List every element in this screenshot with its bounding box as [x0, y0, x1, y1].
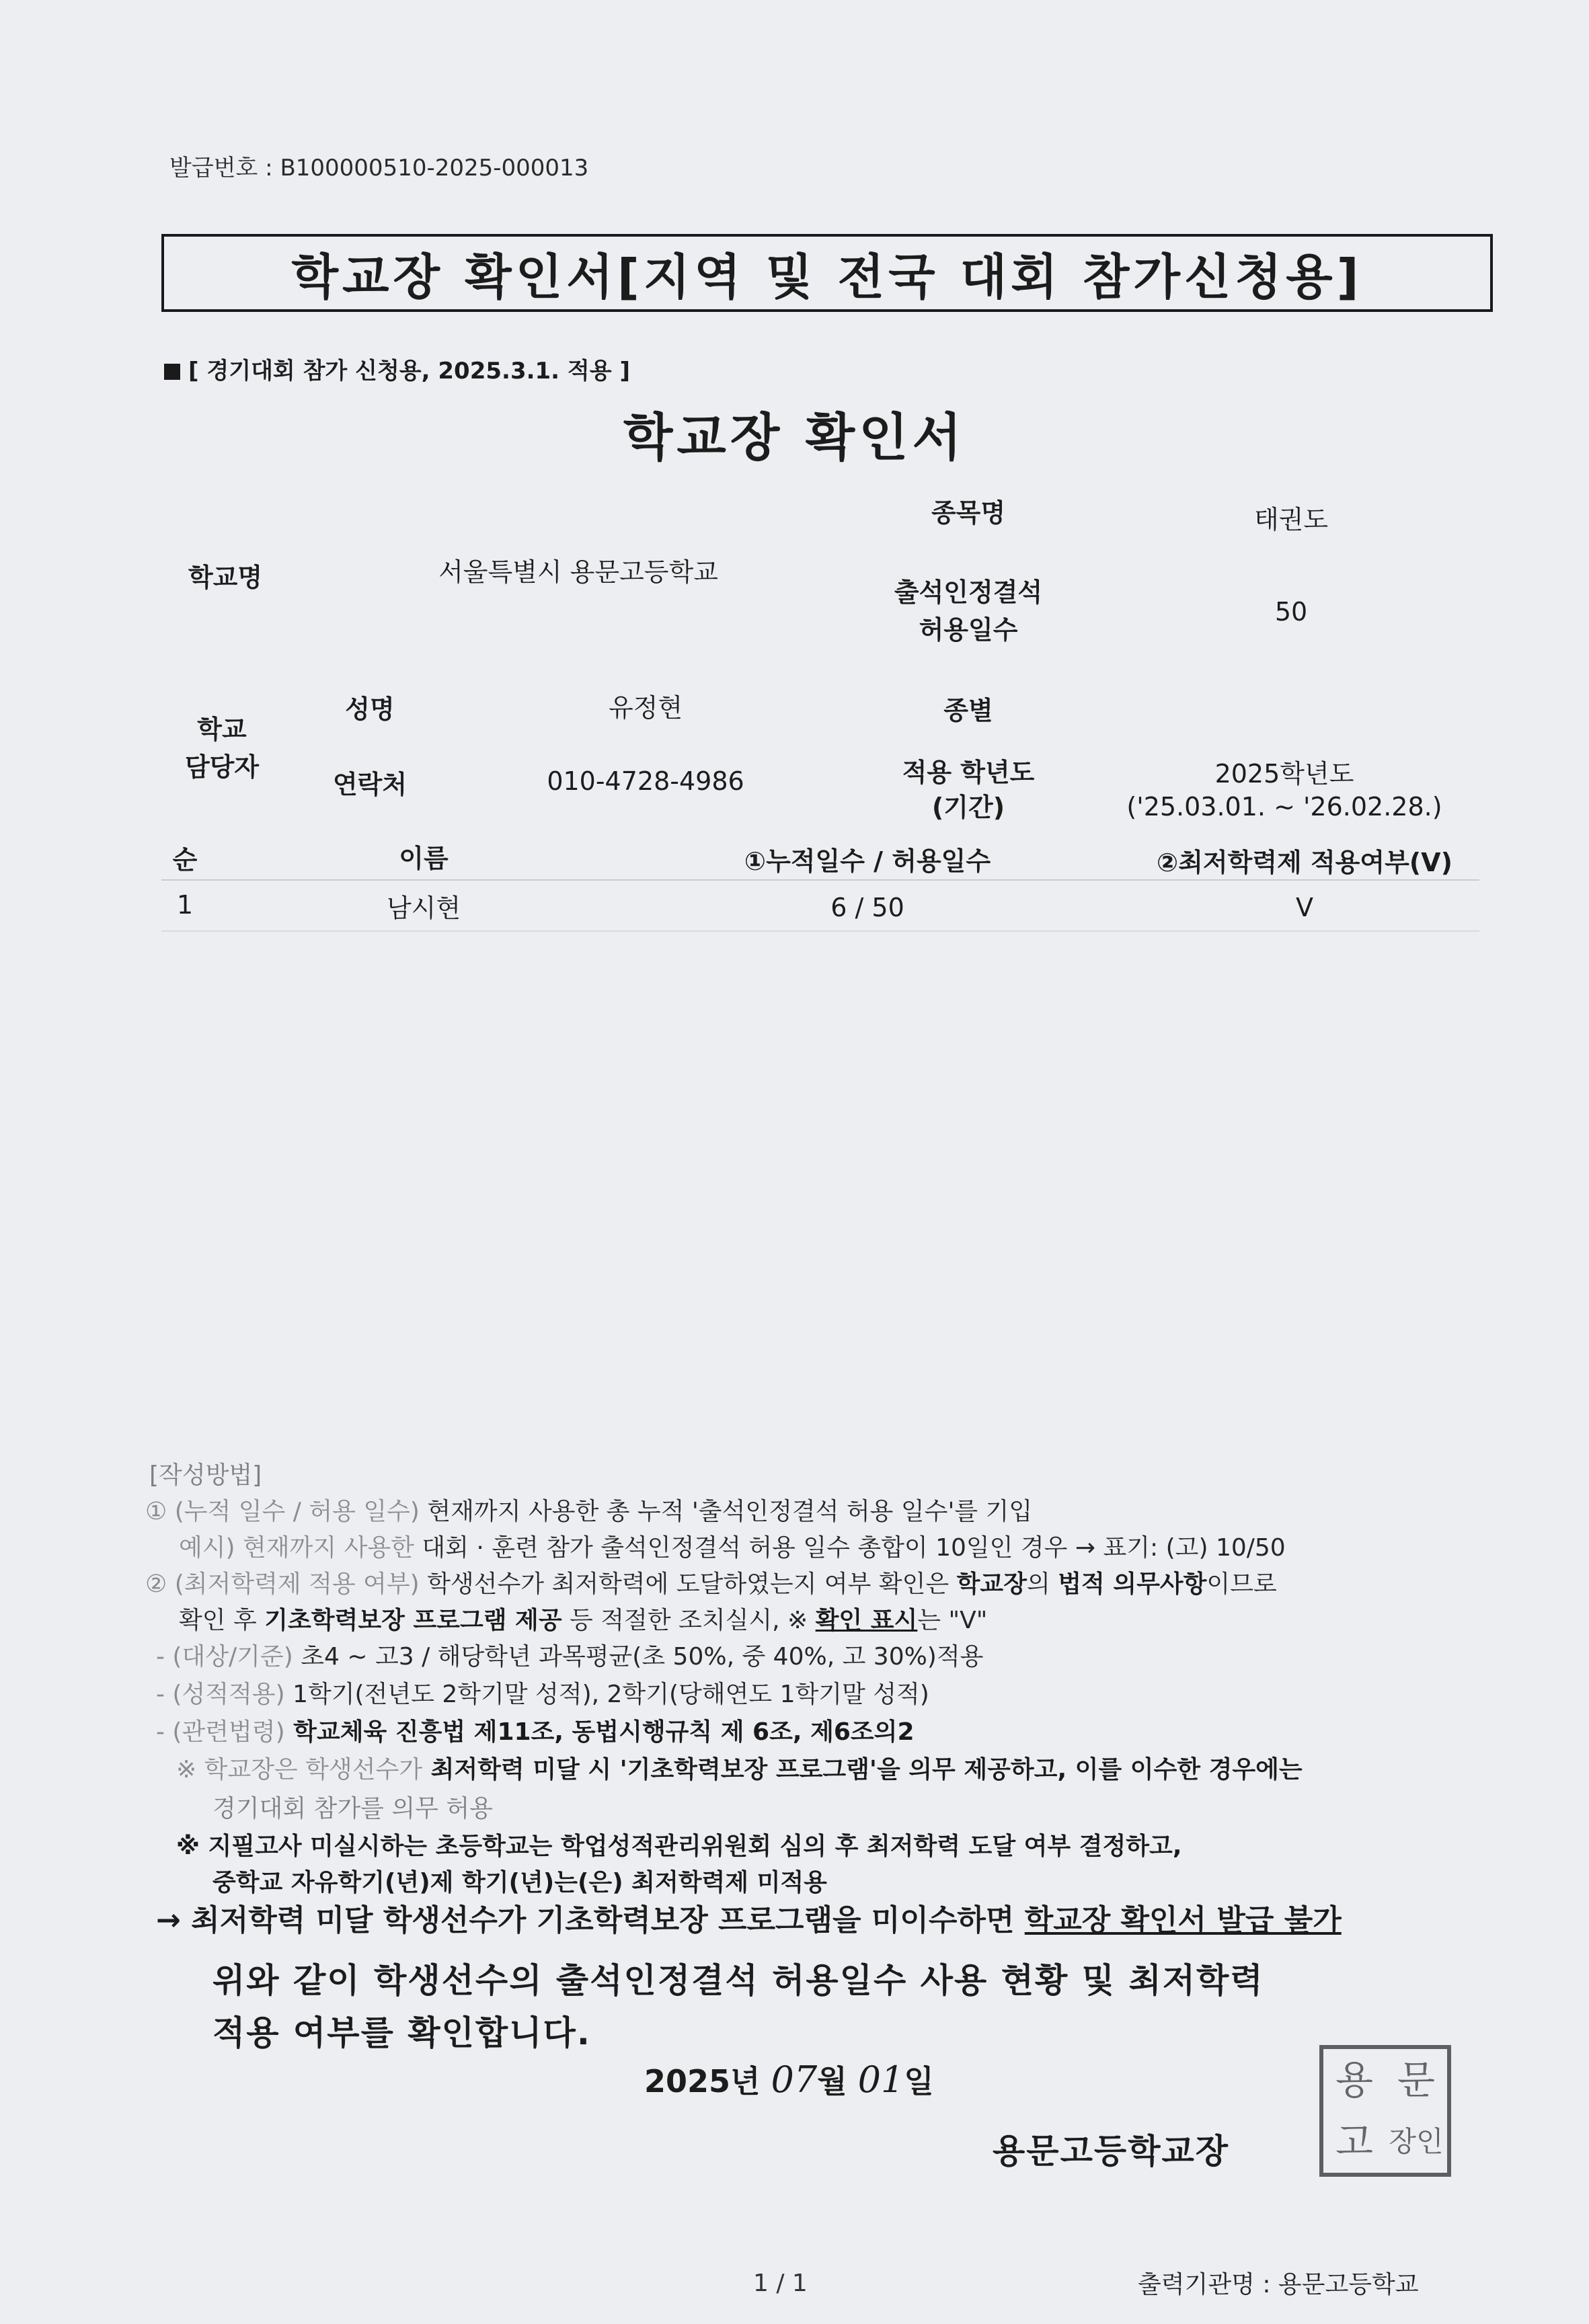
allowed-value: 50 — [1274, 597, 1308, 627]
confirmation-line-1: 위와 같이 학생선수의 출석인정결석 허용일수 사용 현황 및 최저학력 — [212, 1961, 1264, 2000]
school-value: 서울특별시 용문고등학교 — [438, 557, 718, 587]
sub-title: 학교장 확인서 — [623, 407, 966, 467]
instruction-line-11: 중학교 자유학기(년)제 학기(년)는(은) 최저학력제 미적용 — [212, 1869, 827, 1896]
row-name: 남시현 — [386, 893, 461, 923]
table-divider — [161, 879, 1479, 881]
instruction-line-9: 경기대회 참가를 의무 허용 — [212, 1795, 493, 1822]
handwritten-month: 07 — [771, 2058, 818, 2101]
event-label: 종목명 — [931, 498, 1006, 528]
official-seal: 용 문 고 장인 — [1319, 2045, 1451, 2177]
contact-label: 연락처 — [332, 770, 408, 799]
row-min-academic: V — [1296, 893, 1313, 922]
instruction-line-6: - (성적적용) 1학기(전년도 2학기말 성적), 2학기(당해연도 1학기말 성적) — [156, 1681, 929, 1708]
allowed-label-2: 허용일수 — [919, 615, 1018, 645]
year-value-2: ('25.03.01. ~ '26.02.28.) — [1126, 792, 1442, 822]
issue-date: 2025년 07월 01일 — [644, 2058, 934, 2101]
school-label: 학교명 — [188, 563, 263, 592]
allowed-label-1: 출석인정결석 — [894, 577, 1043, 607]
page-number: 1 / 1 — [753, 2270, 808, 2297]
table-header-min-academic: ②최저학력제 적용여부(V) — [1157, 848, 1452, 877]
square-bullet-icon — [164, 364, 180, 380]
main-title: 학교장 확인서[지역 및 전국 대회 참가신청용] — [161, 234, 1493, 312]
warning-line: → 최저학력 미달 학생선수가 기초학력보장 프로그램을 미이수하면 학교장 확인서 발급 불가 — [156, 1903, 1342, 1937]
table-header-days: ①누적일수 / 허용일수 — [744, 846, 991, 876]
instruction-line-10: ※ 지필고사 미실시하는 초등학교는 학업성적관리위원회 심의 후 최저학력 도달 여부 결정하고, — [176, 1833, 1182, 1860]
row-no: 1 — [176, 890, 194, 920]
year-label-2: (기간) — [931, 793, 1005, 822]
instruction-line-8: ※ 학교장은 학생선수가 최저학력 미달 시 '기초학력보장 프로그램'을 의무 제공하고, 이를 이수한 경우에는 — [176, 1756, 1303, 1784]
table-header-name: 이름 — [399, 844, 449, 873]
issue-number: 발급번호 : B100000510-2025-000013 — [169, 155, 589, 182]
year-value-1: 2025학년도 — [1214, 759, 1354, 789]
instruction-line-1: ① (누적 일수 / 허용 일수) 현재까지 사용한 총 누적 '출석인정결석 허용 일수'를 기입 — [145, 1498, 1033, 1525]
year-label-1: 적용 학년도 — [902, 758, 1035, 787]
issuer: 출력기관명 : 용문고등학교 — [1138, 2271, 1419, 2298]
handwritten-day: 01 — [857, 2058, 904, 2101]
row-days: 6 / 50 — [830, 893, 904, 922]
instruction-line-4: 확인 후 기초학력보장 프로그램 제공 등 적절한 조치실시, ※ 확인 표시는 "V" — [179, 1607, 988, 1634]
table-bottom-line — [161, 930, 1479, 932]
name-value: 유정현 — [608, 693, 683, 723]
contact-value: 010-4728-4986 — [547, 766, 744, 796]
instruction-line-5: - (대상/기준) 초4 ~ 고3 / 해당학년 과목평균(초 50%, 중 40%, 고 30%)적용 — [156, 1643, 984, 1671]
table-header-no: 순 — [172, 845, 198, 875]
notice — [164, 352, 630, 385]
instruction-line-7: - (관련법령) 학교체육 진흥법 제11조, 동법시행규칙 제 6조, 제6조의2 — [156, 1718, 915, 1746]
instruction-line-2: 예시) 현재까지 사용한 대회 · 훈련 참가 출석인정결석 허용 일수 총합이 10일인 경우 → 표기: (고) 10/50 — [179, 1534, 1286, 1562]
confirmation-line-2: 적용 여부를 확인합니다. — [212, 2013, 591, 2052]
manager-label-1: 학교 — [197, 715, 247, 744]
event-value: 태권도 — [1253, 505, 1329, 534]
name-label: 성명 — [345, 694, 395, 724]
principal-title: 용문고등학교장 — [993, 2132, 1230, 2171]
instructions-heading: [작성방법] — [149, 1461, 262, 1489]
gender-label: 종별 — [943, 696, 993, 725]
manager-label-2: 담당자 — [184, 752, 260, 782]
instruction-line-3: ② (최저학력제 적용 여부) 학생선수가 최저학력에 도달하였는지 여부 확인은 학교장의 법적 의무사항이므로 — [145, 1570, 1277, 1598]
notice-text: [ 경기대회 참가 신청용, 2025.3.1. 적용 ] — [188, 358, 630, 385]
